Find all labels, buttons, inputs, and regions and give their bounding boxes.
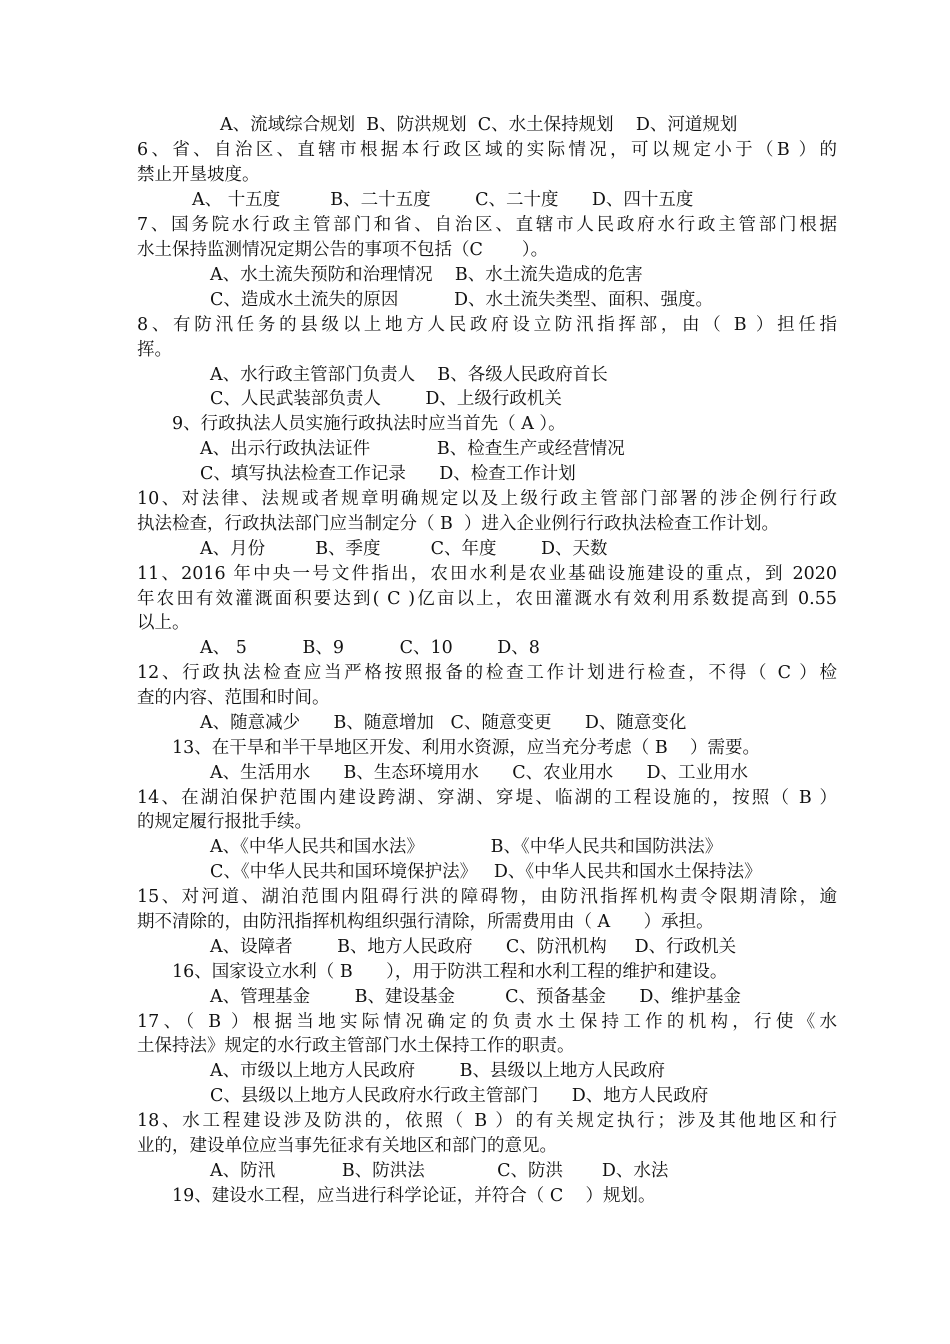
question-19: 19、建设水工程，应当进行科学论证，并符合（ C ）规划。 [172, 1186, 656, 1206]
options-q16: A、管理基金 B、建设基金 C、预备基金 D、维护基金 [210, 987, 741, 1007]
question-18-cont: 业的，建设单位应当事先征求有关地区和部门的意见。 [137, 1136, 557, 1156]
options-q18: A、防汛 B、防洪法 C、防洪 D、水法 [210, 1161, 669, 1181]
question-6: 6、省、自治区、直辖市根据本行政区域的实际情况，可以规定小于（B ）的 [137, 140, 837, 160]
options-q7-row1: A、水土流失预防和治理情况 B、水土流失造成的危害 [210, 265, 643, 285]
question-8-cont: 挥。 [137, 340, 172, 360]
question-10: 10、对法律、法规或者规章明确规定以及上级行政主管部门部署的涉企例行行政 [137, 489, 837, 509]
question-8: 8、有防汛任务的县级以上地方人民政府设立防汛指挥部，由（ B ）担任指 [137, 315, 837, 335]
question-12: 12、行政执法检查应当严格按照报备的检查工作计划进行检查，不得（ C ）检 [137, 663, 837, 683]
question-12-cont: 查的内容、范围和时间。 [137, 688, 330, 708]
question-6-cont: 禁止开垦坡度。 [137, 165, 260, 185]
question-13: 13、在干旱和半干旱地区开发、利用水资源，应当充分考虑（ B ）需要。 [172, 738, 760, 758]
options-q9-row1: A、出示行政执法证件 B、检查生产或经营情况 [200, 439, 625, 459]
options-q15: A、设障者 B、地方人民政府 C、防汛机构 D、行政机关 [210, 937, 737, 957]
question-11: 11、2016 年中央一号文件指出，农田水利是农业基础设施建设的重点，到 2020 [137, 564, 837, 584]
question-7: 7、国务院水行政主管部门和省、自治区、直辖市人民政府水行政主管部门根据 [137, 215, 837, 235]
options-q12: A、随意减少 B、随意增加 C、随意变更 D、随意变化 [200, 713, 687, 733]
question-15-cont: 期不清除的，由防汛指挥机构组织强行清除，所需费用由（ A ）承担。 [137, 912, 714, 932]
question-16: 16、国家设立水利（ B ），用于防洪工程和水利工程的维护和建设。 [172, 962, 728, 982]
question-14-cont: 的规定履行报批手续。 [137, 812, 312, 832]
question-9: 9、行政执法人员实施行政执法时应当首先（ A ）。 [172, 414, 566, 434]
options-q6: A、 十五度 B、二十五度 C、二十度 D、四十五度 [192, 190, 694, 210]
options-q5: A、流域综合规划 B、防洪规划 C、水土保持规划 D、河道规划 [220, 115, 738, 135]
options-q14-row1: A、《中华人民共和国水法》 B、《中华人民共和国防洪法》 [210, 837, 723, 857]
options-q13: A、生活用水 B、生态环境用水 C、农业用水 D、工业用水 [210, 763, 749, 783]
question-17-cont: 土保持法》规定的水行政主管部门水土保持工作的职责。 [137, 1036, 575, 1056]
question-10-cont: 执法检查，行政执法部门应当制定分（ B ）进入企业例行行政执法检查工作计划。 [137, 514, 780, 534]
options-q17-row2: C、县级以上地方人民政府水行政主管部门 D、地方人民政府 [210, 1086, 709, 1106]
question-14: 14、在湖泊保护范围内建设跨湖、穿湖、穿堤、临湖的工程设施的，按照（ B ） [137, 788, 837, 808]
options-q10: A、月份 B、季度 C、年度 D、天数 [200, 539, 608, 559]
options-q9-row2: C、填写执法检查工作记录 D、检查工作计划 [200, 464, 576, 484]
question-7-cont: 水土保持监测情况定期公告的事项不包括（C ）。 [137, 240, 549, 260]
options-q7-row2: C、造成水土流失的原因 D、水土流失类型、面积、强度。 [210, 290, 714, 310]
question-11-cont2: 以上。 [137, 613, 190, 633]
question-11-cont: 年农田有效灌溉面积要达到( C )亿亩以上，农田灌溉水有效利用系数提高到 0.55 [137, 589, 837, 609]
question-15: 15、对河道、湖泊范围内阻碍行洪的障碍物，由防汛指挥机构责令限期清除，逾 [137, 887, 837, 907]
options-q17-row1: A、市级以上地方人民政府 B、县级以上地方人民政府 [210, 1061, 665, 1081]
options-q11: A、 5 B、9 C、10 D、8 [200, 638, 540, 658]
options-q14-row2: C、《中华人民共和国环境保护法》 D、《中华人民共和国水土保持法》 [210, 862, 762, 882]
question-18: 18、水工程建设涉及防洪的，依照（ B ）的有关规定执行；涉及其他地区和行 [137, 1111, 837, 1131]
options-q8-row1: A、水行政主管部门负责人 B、各级人民政府首长 [210, 365, 608, 385]
options-q8-row2: C、人民武装部负责人 D、上级行政机关 [210, 389, 562, 409]
question-17: 17、（ B ）根据当地实际情况确定的负责水土保持工作的机构，行使《水 [137, 1012, 837, 1032]
